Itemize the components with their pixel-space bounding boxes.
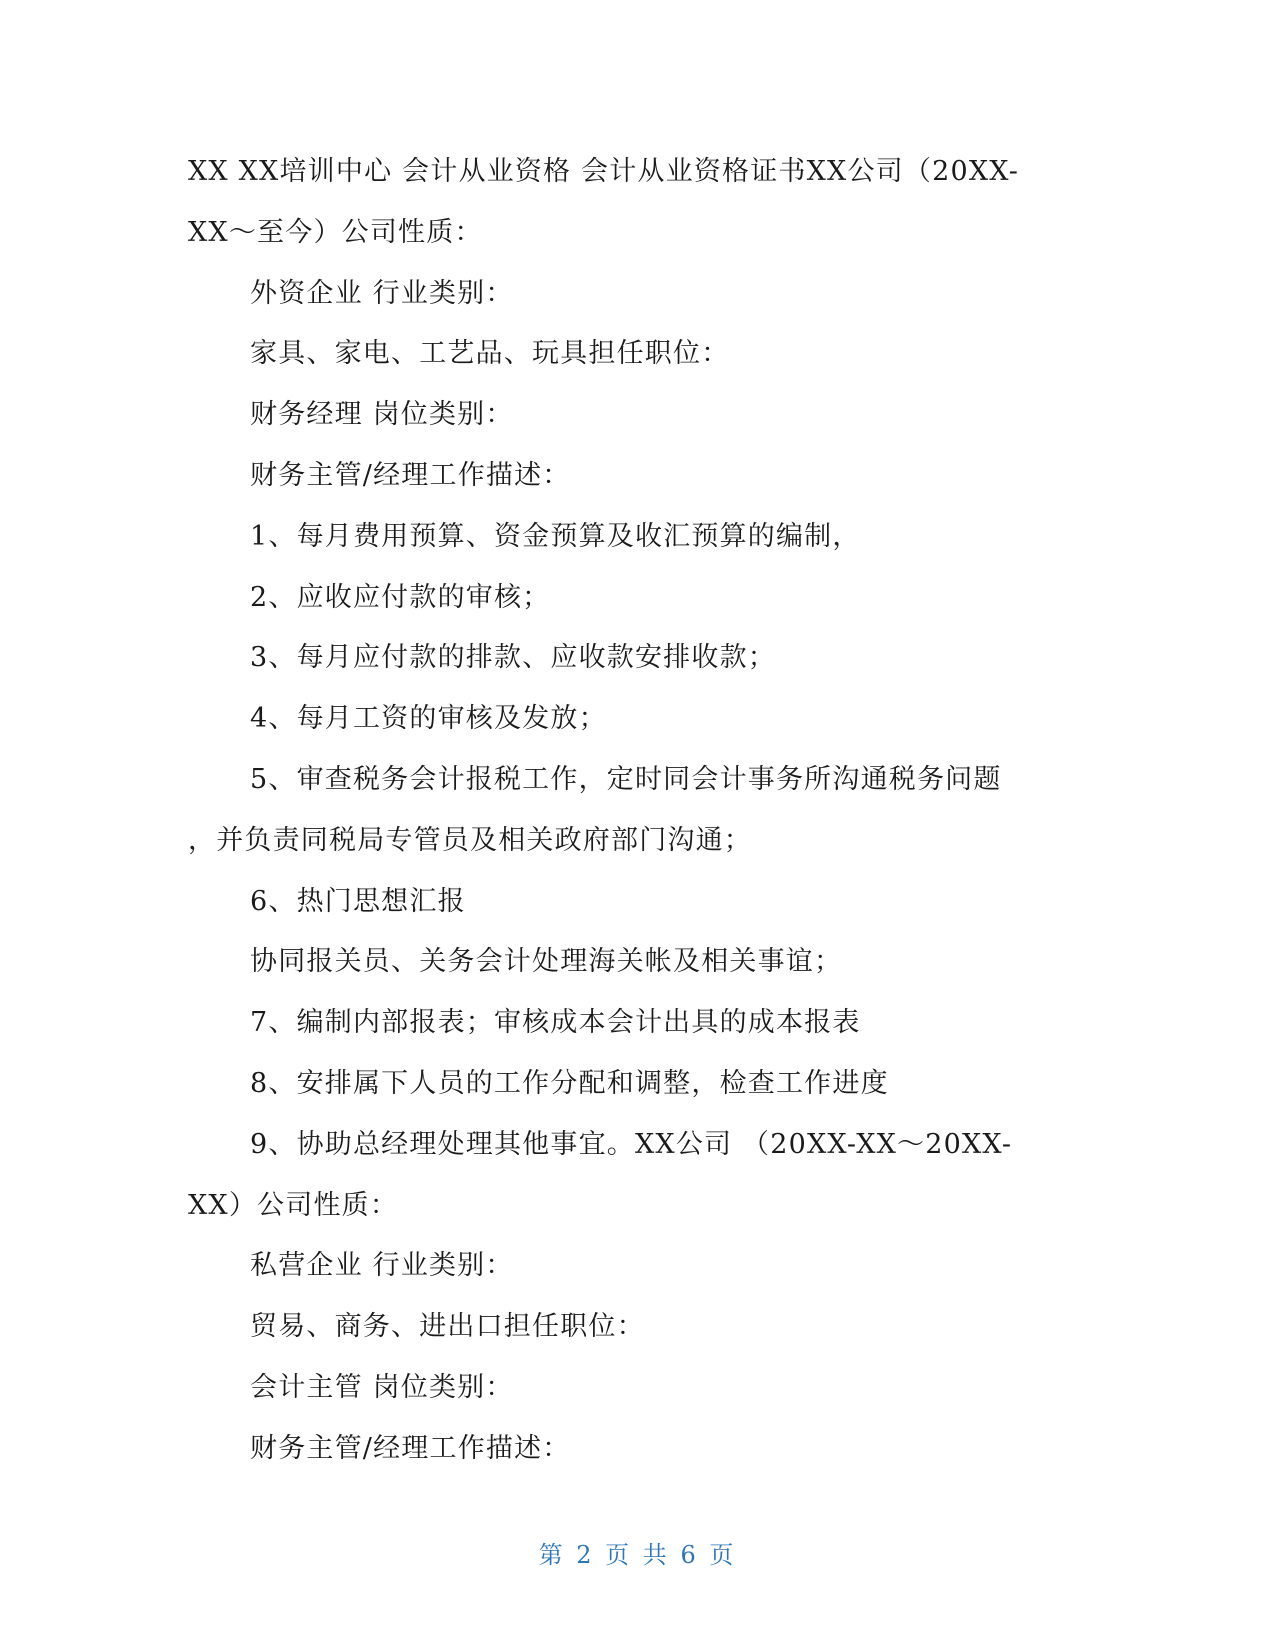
text-line: 8、安排属下人员的工作分配和调整，检查工作进度 [250, 1067, 889, 1099]
text-line: XX XX培训中心 会计从业资格 会计从业资格证书XX公司（20XX- [188, 156, 1020, 187]
body-text [188, 142, 1088, 1480]
page-number-footer: 第 2 页 共 6 页 [538, 1541, 737, 1569]
text-line: 外资企业 行业类别： [250, 277, 514, 309]
text-line: 会计主管 岗位类别： [250, 1371, 514, 1403]
text-line: 3、每月应付款的排款、应收款安排收款； [250, 642, 776, 674]
text-line: 协同报关员、关务会计处理海关帐及相关事谊； [250, 946, 843, 978]
text-line: 财务经理 岗位类别： [250, 399, 514, 431]
text-line: 私营企业 行业类别： [250, 1250, 514, 1282]
text-line: XX～至今）公司性质： [188, 216, 483, 248]
text-line: 财务主管/经理工作描述： [250, 1432, 571, 1464]
text-line: 2、应收应付款的审核； [250, 581, 551, 613]
text-line: 财务主管/经理工作描述： [250, 459, 571, 491]
text-line: ，并负责同税局专管员及相关政府部门沟通； [188, 824, 752, 856]
text-line: 7、编制内部报表；审核成本会计出具的成本报表 [250, 1007, 861, 1039]
text-line: 5、审查税务会计报税工作，定时同会计事务所沟通税务问题 [250, 763, 1002, 795]
text-line: 1、每月费用预算、资金预算及收汇预算的编制， [250, 520, 861, 552]
text-line: 9、协助总经理处理其他事宜。XX公司 （20XX-XX～20XX- [250, 1128, 1013, 1160]
text-line: 4、每月工资的审核及发放； [250, 703, 607, 735]
text-line: 6、热门思想汇报 [250, 885, 466, 917]
text-line: 家具、家电、工艺品、玩具担任职位： [250, 338, 730, 370]
text-line: 贸易、商务、进出口担任职位： [250, 1311, 645, 1343]
text-line: XX）公司性质： [188, 1189, 399, 1221]
